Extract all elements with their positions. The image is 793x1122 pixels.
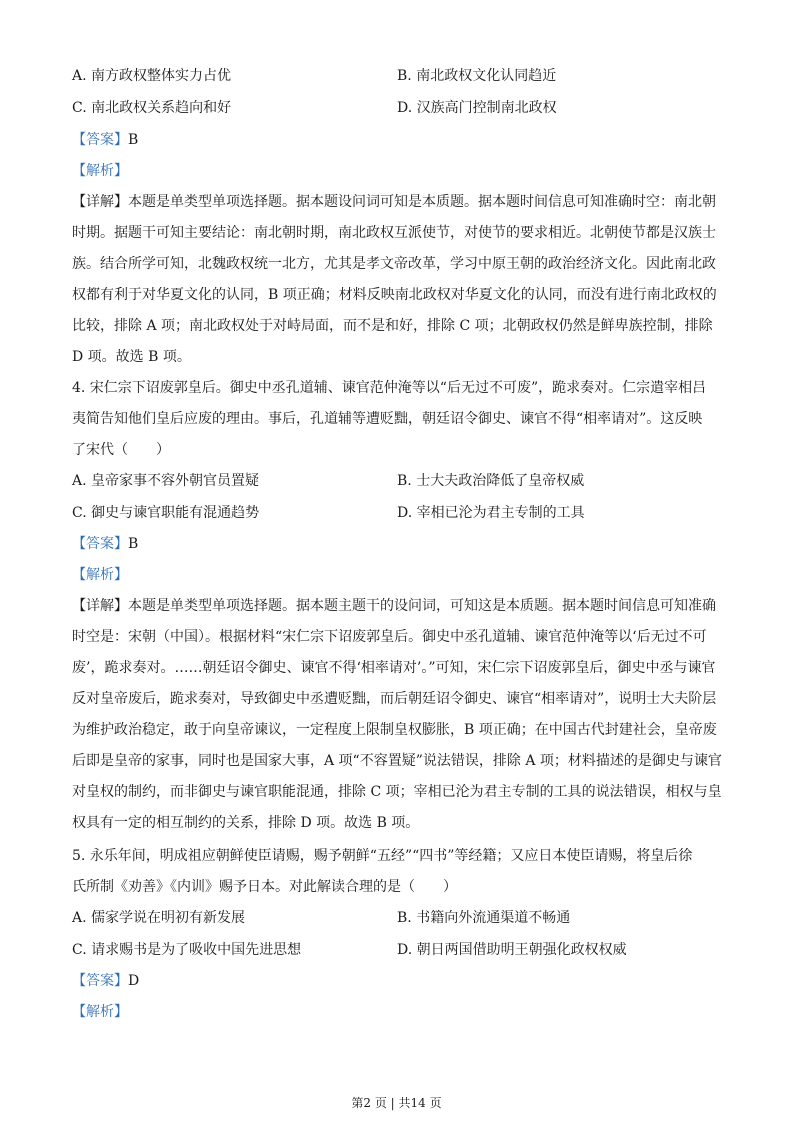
q3-analysis <box>72 161 724 181</box>
page-footer: 第2 页 | 共14 页 <box>351 1096 442 1110</box>
q5-option-row-1 <box>72 908 724 928</box>
analysis-tag: 【解析】 <box>72 163 128 179</box>
analysis-tag: 【解析】 <box>72 567 128 583</box>
detail-tag: 【详解】 <box>72 598 128 614</box>
q4-stem-line-2: 夷简告知他们皇后应废的理由。事后，孔道辅等遭贬黜，朝廷诏令御史、谏官不得“相率请对”。这反映 <box>72 411 703 427</box>
q5-stem-line-2: 氏所制《劝善》《内训》赐予日本。对此解读合理的是（ ） <box>72 879 457 895</box>
analysis-tag: 【解析】 <box>72 1004 128 1020</box>
q3-detail-line-4: 权都有利于对华夏文化的认同，B 项正确；材料反映南北政权对华夏文化的认同，而没有进行南北政权的 <box>72 287 717 303</box>
q3-option-d: D. 汉族高门控制南北政权 <box>397 100 557 116</box>
q5-option-c: C. 请求赐书是为了吸收中国先进思想 <box>72 942 302 958</box>
q4-detail-line-2: 时空是：宋朝（中国）。根据材料“宋仁宗下诏废郭皇后。御史中丞孔道辅、谏官范仲淹等以‘后无过不可 <box>72 629 707 645</box>
q4-option-row-2 <box>72 503 724 523</box>
answer-value: D <box>128 973 140 989</box>
q5-option-d: D. 朝日两国借助明王朝强化政权权威 <box>397 942 627 958</box>
q4-option-b: B. 士大夫政治降低了皇帝权威 <box>397 473 585 489</box>
detail-text: 本题是单类型单项选择题。据本题设问词可知是本质题。据本题时间信息可知准确时空：南北朝 <box>128 194 716 210</box>
q4-stem-line-1: 4. 宋仁宗下诏废郭皇后。御史中丞孔道辅、谏官范仲淹等以“后无过不可废”，跪求奏对。仁宗遣宰相吕 <box>72 380 707 396</box>
answer-tag: 【答案】 <box>72 536 128 552</box>
q5-analysis <box>72 1002 724 1022</box>
q5-option-row-2 <box>72 940 724 960</box>
q3-detail-line-1 <box>72 192 724 212</box>
q3-option-b: B. 南北政权文化认同趋近 <box>397 68 557 84</box>
detail-tag: 【详解】 <box>72 194 128 210</box>
q3-detail-line-3: 族。结合所学可知，北魏政权统一北方，尤其是孝文帝改革，学习中原王朝的政治经济文化。因此南北政 <box>72 256 716 272</box>
q3-detail-line-5: 比较，排除 A 项；南北政权处于对峙局面，而不是和好，排除 C 项；北朝政权仍然是鲜卑族控制，排除 <box>72 318 713 334</box>
detail-text: 本题是单类型单项选择题。据本题主题干的设问词，可知这是本质题。据本题时间信息可知准确 <box>128 598 716 614</box>
q4-option-c: C. 御史与谏官职能有混通趋势 <box>72 505 260 521</box>
q3-detail-line-6: D 项。故选 B 项。 <box>72 349 191 365</box>
q4-stem-line-3: 了宋代（ ） <box>72 442 170 458</box>
q4-detail-line-7: 对皇权的制约，而非御史与谏官职能混通，排除 C 项；宰相已沦为君主专制的工具的说法错误，相权与皇 <box>72 784 722 800</box>
q3-option-row-2 <box>72 98 724 118</box>
answer-tag: 【答案】 <box>72 973 128 989</box>
q5-option-b: B. 书籍向外流通渠道不畅通 <box>397 910 571 926</box>
answer-tag: 【答案】 <box>72 132 128 148</box>
q3-answer <box>72 130 724 150</box>
q4-detail-line-8: 权具有一定的相互制约的关系，排除 D 项。故选 B 项。 <box>72 815 420 831</box>
answer-value: B <box>128 132 139 148</box>
q4-detail-line-6: 后即是皇帝的家事，同时也是国家大事，A 项“不容置疑”说法错误，排除 A 项；材料描述的是御史与谏官 <box>72 753 722 769</box>
q4-detail-line-3: 废’，跪求奏对。……朝廷诏令御史、谏官不得‘相率请对’。”可知，宋仁宗下诏废郭皇后，御史中丞与谏官 <box>72 660 716 676</box>
answer-value: B <box>128 536 139 552</box>
q5-stem-line-1: 5. 永乐年间，明成祖应朝鲜使臣请赐，赐予朝鲜“五经”“四书”等经籍；又应日本使臣请赐，将皇后徐 <box>72 848 693 864</box>
q4-option-d: D. 宰相已沦为君主专制的工具 <box>397 505 585 521</box>
q3-option-c: C. 南北政权关系趋向和好 <box>72 100 232 116</box>
q3-option-row-1 <box>72 66 724 86</box>
q5-answer <box>72 971 724 991</box>
q4-detail-line-5: 为维护政治稳定，敢于向皇帝谏议，一定程度上限制皇权膨胀，B 项正确；在中国古代封建社会，皇帝废 <box>72 722 717 738</box>
q4-detail-line-1 <box>72 596 724 616</box>
q4-option-row-1 <box>72 471 724 491</box>
q4-analysis <box>72 565 724 585</box>
q4-option-a: A. 皇帝家事不容外朝官员置疑 <box>72 473 260 489</box>
q5-option-a: A. 儒家学说在明初有新发展 <box>72 910 246 926</box>
q3-option-a: A. 南方政权整体实力占优 <box>72 68 232 84</box>
q4-detail-line-4: 反对皇帝废后，跪求奏对，导致御史中丞遭贬黜，而后朝廷诏令御史、谏官“相率请对”，说明士大夫阶层 <box>72 691 717 707</box>
q3-detail-line-2: 时期。据题干可知主要结论：南北朝时期，南北政权互派使节，对使节的要求相近。北朝使节都是汉族士 <box>72 225 716 241</box>
q4-answer <box>72 534 724 554</box>
